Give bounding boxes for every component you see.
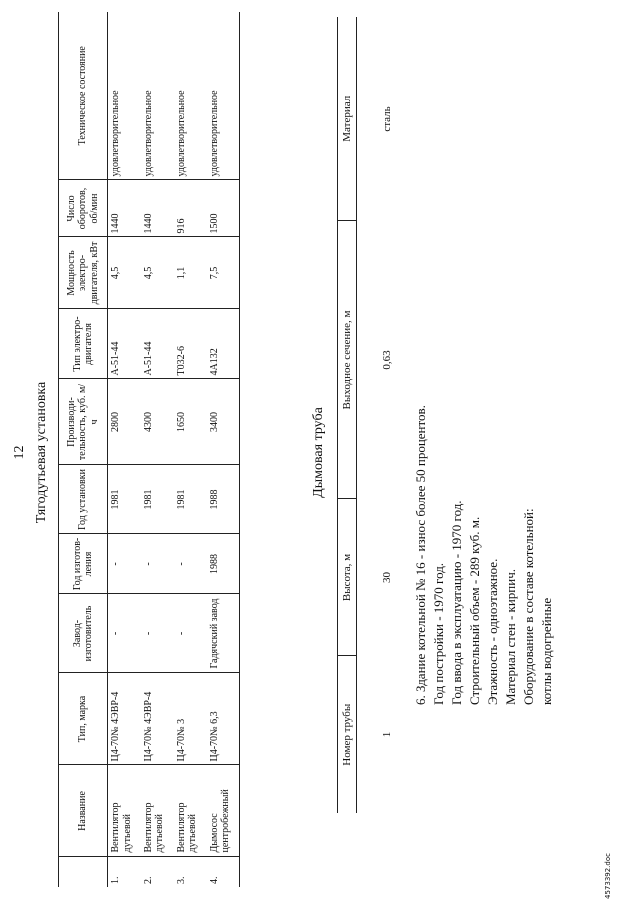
equipment-name: Вентилятор дутьевой [141,765,174,857]
note-line: Материал стен - кирпич. [503,568,518,705]
note-line: Строительный объем - 289 куб. м. [467,516,482,705]
year-made: - [174,534,207,594]
pipe-material: сталь [381,106,393,132]
motor-power: 4,5 [141,237,174,309]
footer-filename: 4573392.doc [604,853,612,899]
motor-power: 7,5 [207,237,240,309]
table-row [207,12,240,887]
year-installed: 1988 [207,465,240,534]
pipe-height: 30 [381,572,393,583]
manufacturer: Гадячский завод [207,594,240,673]
rpm: 916 [174,180,207,237]
note-line: Оборудование в составе котельной: [521,508,536,705]
table-row [357,17,418,813]
note-line: котлы водогрейные [539,597,554,705]
manufacturer: - [174,594,207,673]
capacity: 4300 [141,379,174,465]
header-condition: Техническое состояние [59,12,108,180]
fan-section-title: Тягодутьевая установка [34,381,49,524]
header-name: Название [59,765,108,857]
rpm: 1440 [108,180,141,237]
equipment-name: Вентилятор дутьевой [174,765,207,857]
note-line: Этажность - одноэтажное. [485,558,500,705]
row-index: 3. [175,876,187,884]
equipment-name: Вентилятор дутьевой [108,765,141,857]
header-outlet-section: Выходное сечение, м [338,221,357,499]
capacity: 3400 [207,379,240,465]
header-year-made: Год изготов-ления [59,534,108,594]
motor-power: 1,1 [174,237,207,309]
condition: удовлетворительное [141,12,174,180]
header-type: Тип, марка [59,673,108,765]
note-line: Год ввода в эксплуатацию - 1970 год. [449,500,464,705]
year-installed: 1981 [174,465,207,534]
year-made: 1988 [207,534,240,594]
equipment-type: Ц4-70№ 4ЭВР-4 [108,673,141,765]
header-motor-type: Тип электро-двигателя [59,309,108,379]
outlet-section: 0,63 [381,350,393,370]
equipment-type: Ц4-70№ 4ЭВР-4 [141,673,174,765]
year-installed: 1981 [108,465,141,534]
row-index: 1. [110,876,121,884]
fan-installation-table [58,12,240,887]
capacity: 2800 [108,379,141,465]
row-index: 2. [142,876,154,884]
page-number: 12 [12,445,27,460]
header-rpm: Число оборотов, об/мин [59,180,108,237]
pipe-number: 1 [381,731,393,738]
table-row [141,12,174,887]
header-motor-power: Мощность электро-двигателя, кВт [59,237,108,309]
capacity: 1650 [174,379,207,465]
header-index [59,857,108,887]
row-index: 4. [208,876,220,884]
table-row [174,12,207,887]
chimney-table [337,17,417,813]
condition: удовлетворительное [207,12,240,180]
manufacturer: - [108,594,141,673]
chimney-section-title: Дымовая труба [311,407,326,498]
motor-type: 4А132 [207,309,240,379]
table-header-row [59,12,108,887]
table-row [108,12,141,887]
header-year-installed: Год установки [59,465,108,534]
header-capacity: Производи-тельность, куб. м/ч [59,379,108,465]
header-pipe-number: Номер трубы [338,656,357,813]
motor-type: А-51-44 [141,309,174,379]
rpm: 1440 [141,180,174,237]
table-header-row [338,17,357,813]
header-material: Материал [338,17,357,221]
header-manufacturer: Завод-изготовитель [59,594,108,673]
note-line: 6. Здание котельной № 16 - износ более 50 процентов. [413,405,428,705]
building-notes [412,405,556,705]
equipment-type: Ц4-70№ 6,3 [207,673,240,765]
equipment-type: Ц4-70№ 3 [174,673,207,765]
note-line: Год постройки - 1970 год. [431,562,446,705]
equipment-name: Дымосос центробежный [207,765,240,857]
year-made: - [108,534,141,594]
condition: удовлетворительное [108,12,141,180]
condition: удовлетворительное [174,12,207,180]
motor-power: 4,5 [108,237,141,309]
manufacturer: - [141,594,174,673]
rpm: 1500 [207,180,240,237]
header-height: Высота, м [338,499,357,656]
year-made: - [141,534,174,594]
motor-type: Т032-6 [174,309,207,379]
year-installed: 1981 [141,465,174,534]
motor-type: А-51-44 [108,309,141,379]
